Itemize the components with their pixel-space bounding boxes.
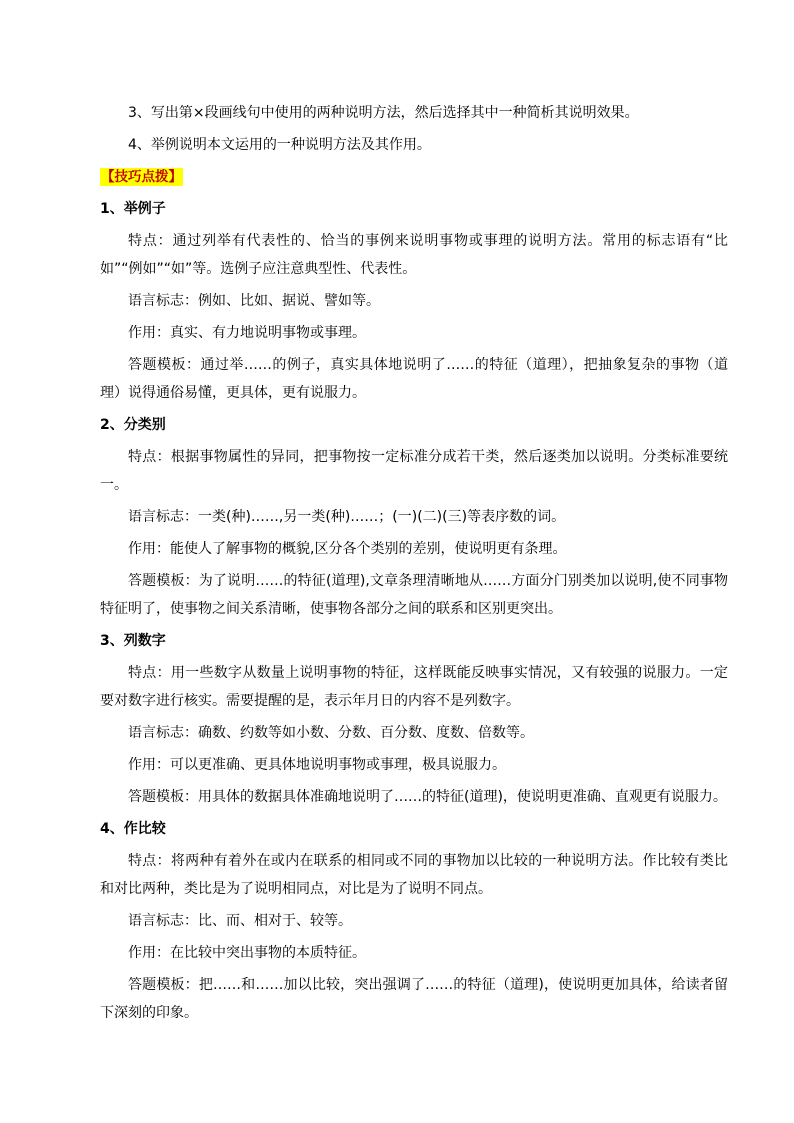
document-content: [100, 99, 728, 1027]
section-feature: 特点：根据事物属性的异同，把事物按一定标准分成若干类，然后逐类加以说明。分类标准要统一。: [100, 449, 728, 493]
section-feature: 特点：将两种有着外在或内在联系的相同或不同的事物加以比较的一种说明方法。作比较有类比和对比两种，类比是为了说明相同点，对比是为了说明不同点。: [100, 853, 728, 897]
section-effect: 作用：在比较中突出事物的本质特征。: [128, 945, 366, 961]
section-markers: 语言标志：比、而、相对于、较等。: [128, 913, 352, 929]
section-title: 1、举例子: [100, 201, 166, 217]
section-effect: 作用：能使人了解事物的概貌,区分各个类别的差别，使说明更有条理。: [128, 541, 567, 557]
section-examples: [100, 195, 728, 411]
section-markers: 语言标志：一类(种)……,另一类(种)……；(一)(二)(三)等表序数的词。: [128, 509, 566, 525]
tip-label: 【技巧点拨】: [101, 169, 182, 185]
section-title: 4、作比较: [100, 821, 166, 837]
section-comparison: [100, 815, 728, 1027]
tip-heading-row: [100, 163, 728, 191]
section-numbers: [100, 627, 728, 815]
section-template: 答题模板：通过举……的例子，真实具体地说明了……的特征（道理），把抽象复杂的事物（道理）说得通俗易懂，更具体，更有说服力。: [100, 357, 728, 401]
section-feature: 特点：通过列举有代表性的、恰当的事例来说明事物或事理的说明方法。常用的标志语有“比如”“例如”“如”等。选例子应注意典型性、代表性。: [100, 233, 728, 277]
section-classification: [100, 411, 728, 627]
section-template: 答题模板：把……和……加以比较，突出强调了……的特征（道理)，使说明更加具体，给读者留下深刻的印象。: [100, 977, 728, 1021]
section-markers: 语言标志：例如、比如、据说、譬如等。: [128, 293, 380, 309]
section-template: 答题模板：为了说明……的特征(道理),文章条理清晰地从……方面分门别类加以说明,使不同事物特征明了，使事物之间关系清晰，使事物各部分之间的联系和区别更突出。: [100, 573, 728, 617]
section-markers: 语言标志：确数、约数等如小数、分数、百分数、度数、倍数等。: [128, 725, 534, 741]
question-4: 4、举例说明本文运用的一种说明方法及其作用。: [128, 137, 431, 153]
question-3: 3、写出第×段画线句中使用的两种说明方法，然后选择其中一种简析其说明效果。: [128, 105, 639, 121]
section-effect: 作用：可以更准确、更具体地说明事物或事理，极具说服力。: [128, 757, 506, 773]
section-effect: 作用：真实、有力地说明事物或事理。: [128, 325, 366, 341]
section-title: 3、列数字: [100, 633, 166, 649]
section-template: 答题模板：用具体的数据具体准确地说明了……的特征(道理)，使说明更准确、直观更有说服力。: [128, 789, 727, 805]
section-title: 2、分类别: [100, 417, 166, 433]
section-feature: 特点：用一些数字从数量上说明事物的特征，这样既能反映事实情况，又有较强的说服力。一定要对数字进行核实。需要提醒的是，表示年月日的内容不是列数字。: [100, 665, 728, 709]
